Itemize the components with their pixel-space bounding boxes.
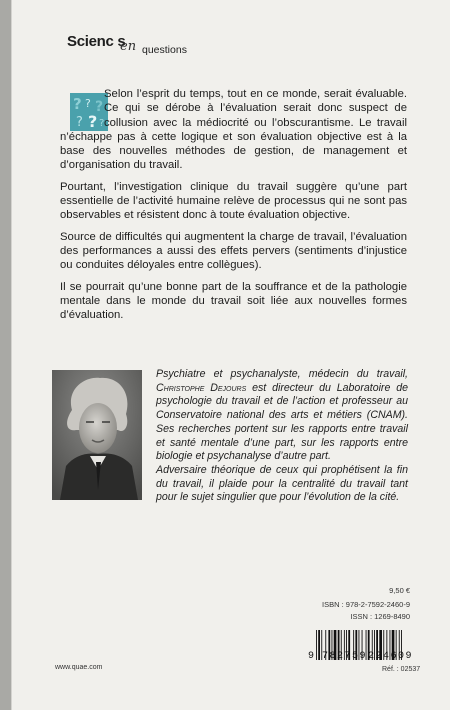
price: 9,50 € [389,586,410,595]
author-photo [52,370,142,500]
bio-second-paragraph: Adversaire théorique de ceux qui prophétisent la fin du travail, il plaide pour la centralité du travail tant pour le sujet singulier que pour l’évolution de la cité. [156,463,408,504]
barcode-group-1: 782759 [322,651,368,662]
author-bio [156,368,408,505]
logo-en: en [120,39,137,54]
publisher-url: www.quae.com [55,664,103,671]
icon-spacer [60,87,104,128]
svg-text:?: ? [85,97,91,110]
summary-text [60,87,407,329]
reference: Réf. : 02537 [382,666,421,673]
logo-sciences: Scienc s [67,33,126,50]
barcode-group-2: 224609 [368,651,414,662]
svg-text:?: ? [95,99,104,115]
barcode-digits [308,651,416,663]
svg-text:?: ? [99,118,105,129]
back-cover [12,0,450,710]
summary-paragraph: Source de difficultés qui augmentent la charge de travail, l’évaluation des performances a aussi des effets pervers (sentiments d’injustice ou conduites déloyales entre collègues). [60,230,407,272]
isbn: ISBN : 978-2-7592-2460-9 [322,600,410,609]
svg-text:?: ? [88,112,98,131]
series-logo [67,33,207,61]
issn: ISSN : 1269-8490 [350,612,410,621]
logo-questions: questions [142,44,187,56]
bio-intro: Psychiatre et psychanalyste, médecin du travail, [156,368,408,380]
svg-text:?: ? [76,115,83,130]
bio-main: est directeur du Laboratoire de psychologie du travail et de l’action et professeur au Conservatoire national des arts et métiers (CNAM). Ses recherches portent sur les rapports entre travail et santé mentale d’une part, sur les rapports entre biologie et psychanalyse d’autre part. [156,381,408,463]
summary-paragraph: Selon l’esprit du temps, tout en ce monde, serait évaluable. Ce qui se dérobe à l’évaluation serait donc suspect de collusion avec la médiocrité ou l’obscurantisme. Le travail n’échappe pas à cette logique et son évaluation objective est à la base des nouvelles méthodes de gestion, de management et d’organisation du travail. [60,88,407,172]
svg-text:?: ? [73,95,82,113]
summary-paragraph: Il se pourrait qu’une bonne part de la souffrance et de la pathologie mentale dans le monde du travail soit liée aux nouvelles formes d’évaluation. [60,280,407,322]
author-name: Christophe Dejours [156,381,247,394]
barcode-first-digit: 9 [308,651,315,662]
summary-paragraph: Pourtant, l’investigation clinique du travail suggère qu’une part essentielle de l’activité humaine relève de processus qui ne sont pas observables et résistent donc à toute évaluation objective. [60,180,407,222]
